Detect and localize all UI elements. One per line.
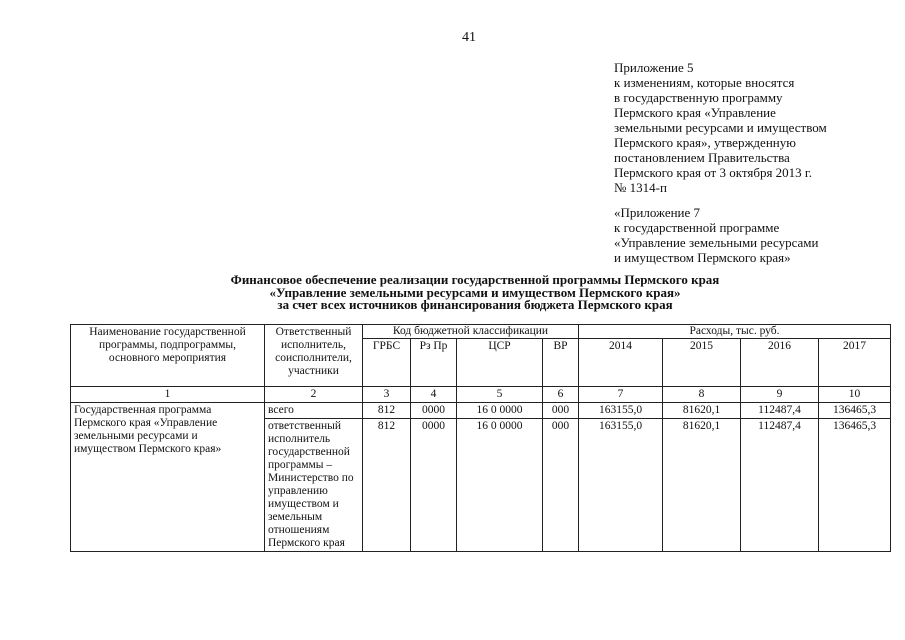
header-expenses: Расходы, тыс. руб. xyxy=(579,325,891,339)
column-number: 1 xyxy=(71,387,265,403)
appendix-line: и имуществом Пермского края» xyxy=(614,250,791,265)
value-cell: 136465,3 xyxy=(819,403,891,419)
column-number-row xyxy=(71,387,891,403)
grbs-cell: 812 xyxy=(363,403,411,419)
appendix-line: Пермского края от 3 октября 2013 г. xyxy=(614,165,813,180)
value-cell: 81620,1 xyxy=(663,419,741,552)
value-cell: 112487,4 xyxy=(741,403,819,419)
header-grbs: ГРБС xyxy=(363,339,411,387)
appendix-line: постановлением Правительства xyxy=(614,150,790,165)
appendix-line: Приложение 5 xyxy=(614,60,694,75)
csr-cell: 16 0 0000 xyxy=(457,403,543,419)
rzpr-cell: 0000 xyxy=(411,403,457,419)
column-number: 5 xyxy=(457,387,543,403)
header-year: 2015 xyxy=(663,339,741,387)
appendix-7-block xyxy=(614,205,884,265)
vr-cell: 000 xyxy=(543,419,579,552)
table-row xyxy=(71,403,891,419)
appendix-line: «Приложение 7 xyxy=(614,205,701,220)
column-number: 4 xyxy=(411,387,457,403)
rzpr-cell: 0000 xyxy=(411,419,457,552)
program-name: Государственная программа Пермского края «Управление земельными ресурсами и имуществом Пермского края» xyxy=(71,403,265,552)
value-cell: 81620,1 xyxy=(663,403,741,419)
column-number: 9 xyxy=(741,387,819,403)
column-number: 8 xyxy=(663,387,741,403)
csr-cell: 16 0 0000 xyxy=(457,419,543,552)
header-responsible: Ответственный исполнитель, соисполнители, участники xyxy=(265,325,363,387)
header-year: 2017 xyxy=(819,339,891,387)
column-number: 2 xyxy=(265,387,363,403)
appendix-line: Пермского края», утвержденную xyxy=(614,135,796,150)
value-cell: 136465,3 xyxy=(819,419,891,552)
value-cell: 112487,4 xyxy=(741,419,819,552)
header-rzpr: Рз Пр xyxy=(411,339,457,387)
appendix-5-block xyxy=(614,60,884,195)
appendix-line: к изменениям, которые вносятся xyxy=(614,75,795,90)
appendix-line: № 1314-п xyxy=(614,180,667,195)
page-number: 41 xyxy=(462,30,476,45)
title-line: «Управление земельными ресурсами и имуществом Пермского края» xyxy=(269,284,681,300)
column-number: 10 xyxy=(819,387,891,403)
header-csr: ЦСР xyxy=(457,339,543,387)
appendix-line: Пермского края «Управление xyxy=(614,105,776,120)
header-vr: ВР xyxy=(543,339,579,387)
responsible-cell: ответственный исполнитель государственной программы – Министерство по управлению имуществом и земельным отношениям Пермского края xyxy=(265,419,363,552)
document-title xyxy=(60,274,890,312)
value-cell: 163155,0 xyxy=(579,403,663,419)
title-line: за счет всех источников финансирования бюджета Пермского края xyxy=(277,297,673,312)
header-name: Наименование государственной программы, подпрограммы, основного мероприятия xyxy=(71,325,265,387)
responsible-cell: всего xyxy=(265,403,363,419)
column-number: 7 xyxy=(579,387,663,403)
column-number: 6 xyxy=(543,387,579,403)
appendix-line: земельными ресурсами и имуществом xyxy=(614,120,827,135)
vr-cell: 000 xyxy=(543,403,579,419)
appendix-line: в государственную программу xyxy=(614,90,783,105)
appendix-line: к государственной программе xyxy=(614,220,780,235)
header-year: 2016 xyxy=(741,339,819,387)
header-year: 2014 xyxy=(579,339,663,387)
grbs-cell: 812 xyxy=(363,419,411,552)
header-budget-code: Код бюджетной классификации xyxy=(363,325,579,339)
header-row xyxy=(71,325,891,339)
value-cell: 163155,0 xyxy=(579,419,663,552)
financing-table xyxy=(70,324,891,552)
column-number: 3 xyxy=(363,387,411,403)
title-line: Финансовое обеспечение реализации государственной программы Пермского края xyxy=(230,272,720,287)
appendix-line: «Управление земельными ресурсами xyxy=(614,235,819,250)
